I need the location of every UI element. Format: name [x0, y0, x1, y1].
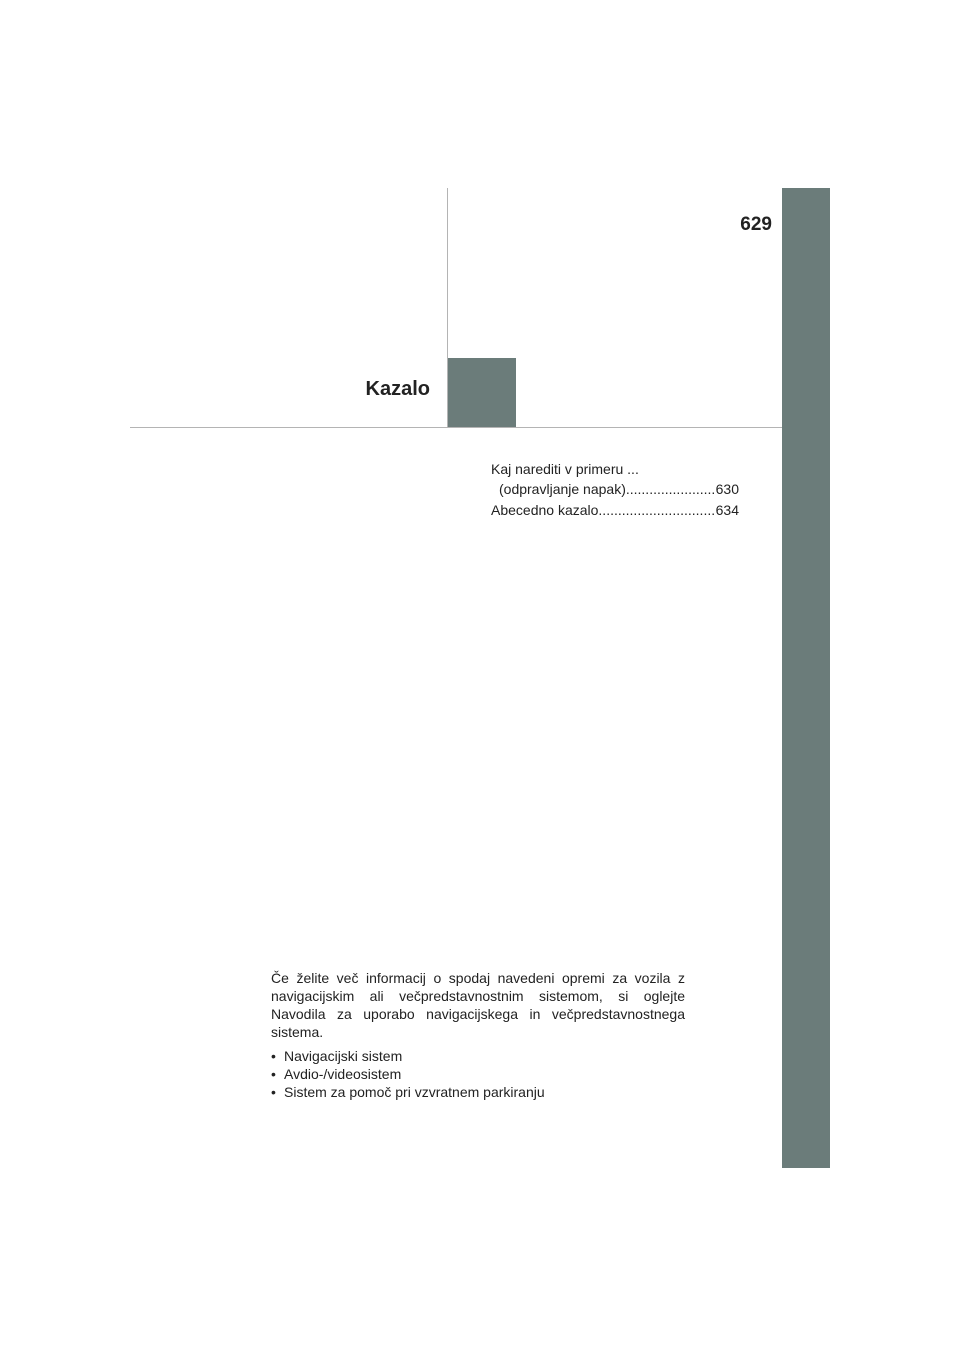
list-item: [271, 1065, 691, 1083]
list-item: [271, 1083, 691, 1101]
list-item-text: Navigacijski sistem: [284, 1048, 403, 1064]
bullet-icon: •: [271, 1048, 276, 1064]
section-title: Kazalo: [365, 378, 430, 400]
toc-entry-troubleshooting-line1[interactable]: Kaj narediti v primeru ...: [491, 461, 639, 477]
horizontal-rule: [130, 427, 782, 428]
toc-entry-page: 634: [715, 502, 739, 518]
toc-entry-alphabetical-index[interactable]: [491, 500, 739, 520]
toc-leader-dots: [598, 500, 714, 520]
bullet-icon: •: [271, 1066, 276, 1082]
list-item-text: Sistem za pomoč pri vzvratnem parkiranju: [284, 1084, 545, 1100]
page-number: 629: [740, 214, 772, 235]
list-item-text: Avdio-/videosistem: [284, 1066, 402, 1082]
toc-entry-title: Abecedno kazalo: [491, 502, 599, 518]
bullet-icon: •: [271, 1084, 276, 1100]
list-item: [271, 1047, 691, 1065]
toc-entry-troubleshooting[interactable]: [499, 479, 739, 499]
toc-entry-page: 630: [715, 481, 739, 497]
chapter-marker-block: [448, 358, 516, 427]
toc-entry-title: (odpravljanje napak): [499, 481, 626, 497]
side-thumb-tab: [782, 188, 830, 1168]
equipment-list: [271, 1047, 691, 1101]
toc-leader-dots: [626, 479, 715, 499]
info-note-paragraph: Če želite več informacij o spodaj navedeni opremi za vozila z navigacijskim ali večpredstavnostnim sistemom, si oglejte Navodila za uporabo navigacijskega in večpredstavnostnega sistema.: [271, 970, 685, 1040]
